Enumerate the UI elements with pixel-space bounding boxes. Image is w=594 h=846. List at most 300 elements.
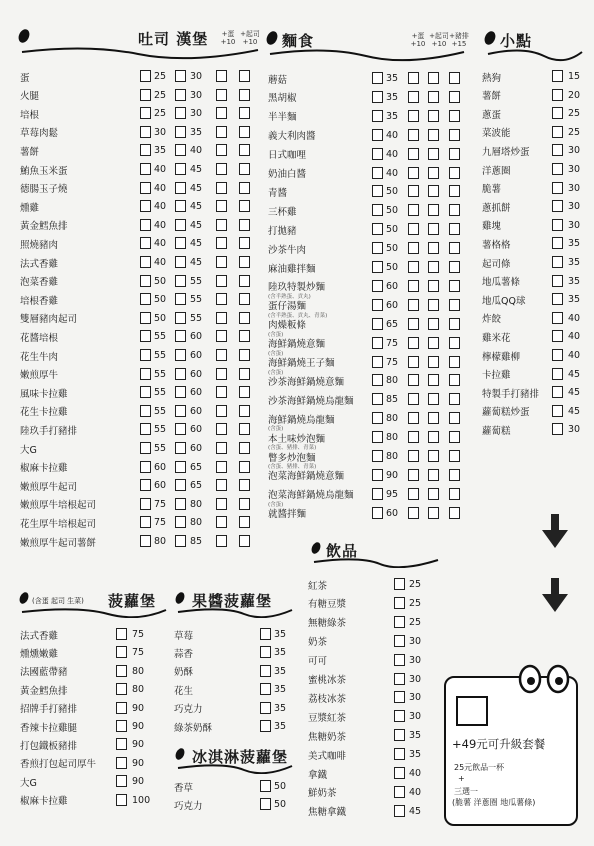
item-checkbox[interactable]: [260, 683, 271, 695]
item-checkbox[interactable]: [394, 786, 405, 798]
item-checkbox[interactable]: [175, 107, 186, 119]
item-checkbox[interactable]: [216, 461, 227, 473]
item-checkbox[interactable]: [552, 70, 563, 82]
item-checkbox[interactable]: [428, 129, 439, 141]
menu-row: [482, 87, 582, 104]
item-checkbox[interactable]: [428, 318, 439, 330]
item-checkbox[interactable]: [239, 237, 250, 249]
item-checkbox[interactable]: [408, 91, 419, 103]
item-checkbox[interactable]: [428, 469, 439, 481]
item-checkbox[interactable]: [408, 223, 419, 235]
item-checkbox[interactable]: [372, 110, 383, 122]
item-checkbox[interactable]: [408, 318, 419, 330]
item-checkbox[interactable]: [140, 275, 151, 287]
item-checkbox[interactable]: [408, 242, 419, 254]
item-checkbox[interactable]: [239, 163, 250, 175]
item-checkbox[interactable]: [140, 163, 151, 175]
menu-row: [20, 291, 262, 308]
item-checkbox[interactable]: [175, 70, 186, 82]
item-checkbox[interactable]: [140, 442, 151, 454]
item-checkbox[interactable]: [175, 368, 186, 380]
item-checkbox[interactable]: [239, 219, 250, 231]
item-checkbox[interactable]: [428, 431, 439, 443]
item-checkbox[interactable]: [239, 386, 250, 398]
item-checkbox[interactable]: [449, 72, 460, 84]
item-checkbox[interactable]: [116, 628, 127, 640]
item-price: 40: [154, 164, 167, 175]
menu-row: [482, 180, 582, 197]
item-checkbox[interactable]: [216, 163, 227, 175]
item-checkbox[interactable]: [140, 461, 151, 473]
item-price: 90: [132, 702, 145, 714]
item-checkbox[interactable]: [408, 185, 419, 197]
item-checkbox[interactable]: [408, 393, 419, 405]
item-checkbox[interactable]: [449, 91, 460, 103]
item-checkbox[interactable]: [216, 275, 227, 287]
item-price: 75: [386, 337, 399, 349]
menu-row: [482, 142, 582, 159]
item-checkbox[interactable]: [175, 479, 186, 491]
item-checkbox[interactable]: [408, 299, 419, 311]
item-checkbox[interactable]: [175, 535, 186, 547]
item-checkbox[interactable]: [552, 237, 563, 249]
item-checkbox[interactable]: [408, 129, 419, 141]
item-checkbox[interactable]: [239, 442, 250, 454]
item-checkbox[interactable]: [116, 757, 127, 769]
item-checkbox[interactable]: [140, 368, 151, 380]
promo-checkbox[interactable]: [456, 696, 488, 726]
item-note: (含半熟蛋、貢丸、青菜): [268, 312, 328, 319]
item-checkbox[interactable]: [372, 129, 383, 141]
item-checkbox[interactable]: [260, 628, 271, 640]
item-price: 35: [568, 275, 581, 287]
item-checkbox[interactable]: [552, 89, 563, 101]
item-checkbox[interactable]: [140, 126, 151, 138]
item-checkbox[interactable]: [216, 330, 227, 342]
item-checkbox[interactable]: [372, 412, 383, 424]
item-checkbox[interactable]: [552, 405, 563, 417]
item-checkbox[interactable]: [140, 330, 151, 342]
item-checkbox[interactable]: [216, 312, 227, 324]
item-checkbox[interactable]: [394, 597, 405, 609]
item-checkbox[interactable]: [239, 182, 250, 194]
item-checkbox[interactable]: [260, 798, 271, 810]
item-price: 30: [568, 164, 581, 175]
item-name: 香煎打包起司厚牛: [20, 759, 97, 771]
item-checkbox[interactable]: [394, 767, 405, 779]
item-checkbox[interactable]: [216, 219, 227, 231]
item-checkbox[interactable]: [408, 374, 419, 386]
item-checkbox[interactable]: [372, 374, 383, 386]
item-price: 80: [190, 517, 203, 529]
item-checkbox[interactable]: [449, 223, 460, 235]
item-checkbox[interactable]: [449, 204, 460, 216]
item-checkbox[interactable]: [408, 412, 419, 424]
item-checkbox[interactable]: [175, 386, 186, 398]
item-checkbox[interactable]: [394, 729, 405, 741]
item-checkbox[interactable]: [372, 507, 383, 519]
item-checkbox[interactable]: [408, 488, 419, 500]
item-checkbox[interactable]: [408, 204, 419, 216]
item-checkbox[interactable]: [239, 89, 250, 101]
item-price: 55: [154, 424, 167, 436]
item-checkbox[interactable]: [552, 293, 563, 305]
item-checkbox[interactable]: [428, 299, 439, 311]
menu-row: [482, 105, 582, 122]
item-checkbox[interactable]: [428, 72, 439, 84]
item-checkbox[interactable]: [175, 330, 186, 342]
item-checkbox[interactable]: [408, 280, 419, 292]
item-checkbox[interactable]: [239, 200, 250, 212]
item-checkbox[interactable]: [449, 412, 460, 424]
item-checkbox[interactable]: [175, 293, 186, 305]
item-checkbox[interactable]: [428, 148, 439, 160]
item-price: 25: [409, 597, 422, 609]
item-checkbox[interactable]: [140, 312, 151, 324]
item-checkbox[interactable]: [372, 185, 383, 197]
item-checkbox[interactable]: [116, 683, 127, 695]
item-checkbox[interactable]: [175, 275, 186, 287]
item-checkbox[interactable]: [372, 204, 383, 216]
item-checkbox[interactable]: [116, 720, 127, 732]
item-checkbox[interactable]: [216, 479, 227, 491]
item-checkbox[interactable]: [428, 412, 439, 424]
item-checkbox[interactable]: [372, 488, 383, 500]
item-checkbox[interactable]: [140, 479, 151, 491]
item-checkbox[interactable]: [408, 507, 419, 519]
item-checkbox[interactable]: [116, 646, 127, 658]
item-checkbox[interactable]: [408, 148, 419, 160]
item-checkbox[interactable]: [260, 646, 271, 658]
item-checkbox[interactable]: [372, 337, 383, 349]
item-checkbox[interactable]: [216, 200, 227, 212]
item-checkbox[interactable]: [394, 691, 405, 703]
item-checkbox[interactable]: [428, 488, 439, 500]
item-checkbox[interactable]: [216, 516, 227, 528]
item-checkbox[interactable]: [175, 312, 186, 324]
item-checkbox[interactable]: [175, 144, 186, 156]
item-checkbox[interactable]: [449, 507, 460, 519]
item-checkbox[interactable]: [175, 237, 186, 249]
item-checkbox[interactable]: [175, 200, 186, 212]
item-checkbox[interactable]: [140, 219, 151, 231]
item-checkbox[interactable]: [394, 635, 405, 647]
item-checkbox[interactable]: [552, 349, 563, 361]
item-checkbox[interactable]: [449, 318, 460, 330]
item-checkbox[interactable]: [175, 256, 186, 268]
item-checkbox[interactable]: [239, 70, 250, 82]
item-checkbox[interactable]: [260, 665, 271, 677]
item-checkbox[interactable]: [140, 386, 151, 398]
item-checkbox[interactable]: [216, 368, 227, 380]
item-checkbox[interactable]: [449, 356, 460, 368]
item-checkbox[interactable]: [449, 393, 460, 405]
item-price: 60: [190, 405, 203, 417]
item-price: 75: [132, 647, 145, 659]
item-price: 55: [154, 331, 167, 343]
item-checkbox[interactable]: [428, 450, 439, 462]
item-checkbox[interactable]: [394, 578, 405, 590]
item-checkbox[interactable]: [552, 163, 563, 175]
item-checkbox[interactable]: [239, 535, 250, 547]
icecream-section-header: [174, 744, 294, 774]
menu-row: [20, 773, 160, 790]
item-checkbox[interactable]: [140, 498, 151, 510]
item-checkbox[interactable]: [175, 182, 186, 194]
item-checkbox[interactable]: [394, 673, 405, 685]
item-checkbox[interactable]: [372, 167, 383, 179]
item-checkbox[interactable]: [239, 405, 250, 417]
item-checkbox[interactable]: [216, 70, 227, 82]
item-checkbox[interactable]: [449, 129, 460, 141]
item-checkbox[interactable]: [408, 167, 419, 179]
item-checkbox[interactable]: [552, 423, 563, 435]
item-checkbox[interactable]: [449, 299, 460, 311]
item-checkbox[interactable]: [408, 431, 419, 443]
item-checkbox[interactable]: [175, 89, 186, 101]
item-checkbox[interactable]: [449, 280, 460, 292]
item-checkbox[interactable]: [372, 223, 383, 235]
menu-row: [482, 384, 582, 401]
item-checkbox[interactable]: [140, 89, 151, 101]
item-checkbox[interactable]: [239, 423, 250, 435]
item-name: 風味卡拉雞: [20, 388, 68, 400]
addon-bottom: +10: [242, 38, 258, 46]
item-checkbox[interactable]: [372, 91, 383, 103]
item-checkbox[interactable]: [372, 318, 383, 330]
item-checkbox[interactable]: [140, 423, 151, 435]
item-checkbox[interactable]: [408, 356, 419, 368]
item-checkbox[interactable]: [260, 780, 271, 792]
item-checkbox[interactable]: [428, 242, 439, 254]
menu-row: [20, 142, 262, 159]
item-checkbox[interactable]: [372, 356, 383, 368]
item-price: 35: [274, 665, 287, 677]
item-checkbox[interactable]: [216, 498, 227, 510]
item-checkbox[interactable]: [239, 330, 250, 342]
item-checkbox[interactable]: [408, 72, 419, 84]
item-checkbox[interactable]: [239, 293, 250, 305]
item-checkbox[interactable]: [372, 393, 383, 405]
menu-row: [20, 626, 160, 643]
item-checkbox[interactable]: [140, 182, 151, 194]
item-checkbox[interactable]: [216, 89, 227, 101]
item-checkbox[interactable]: [428, 167, 439, 179]
item-checkbox[interactable]: [239, 349, 250, 361]
item-checkbox[interactable]: [140, 256, 151, 268]
item-checkbox[interactable]: [216, 237, 227, 249]
item-checkbox[interactable]: [372, 242, 383, 254]
item-checkbox[interactable]: [449, 167, 460, 179]
item-checkbox[interactable]: [449, 374, 460, 386]
item-checkbox[interactable]: [140, 237, 151, 249]
item-checkbox[interactable]: [175, 423, 186, 435]
item-checkbox[interactable]: [372, 261, 383, 273]
item-checkbox[interactable]: [428, 223, 439, 235]
item-checkbox[interactable]: [216, 126, 227, 138]
item-checkbox[interactable]: [372, 72, 383, 84]
item-name: 義大利肉醬: [268, 131, 316, 143]
item-checkbox[interactable]: [239, 479, 250, 491]
menu-row: [482, 254, 582, 271]
item-checkbox[interactable]: [449, 242, 460, 254]
item-checkbox[interactable]: [428, 110, 439, 122]
item-checkbox[interactable]: [175, 461, 186, 473]
item-checkbox[interactable]: [372, 431, 383, 443]
item-checkbox[interactable]: [552, 330, 563, 342]
item-checkbox[interactable]: [175, 219, 186, 231]
item-checkbox[interactable]: [216, 386, 227, 398]
item-checkbox[interactable]: [552, 144, 563, 156]
item-checkbox[interactable]: [140, 200, 151, 212]
item-checkbox[interactable]: [175, 126, 186, 138]
item-checkbox[interactable]: [552, 182, 563, 194]
item-checkbox[interactable]: [216, 442, 227, 454]
item-checkbox[interactable]: [428, 356, 439, 368]
item-checkbox[interactable]: [394, 654, 405, 666]
item-checkbox[interactable]: [216, 293, 227, 305]
item-checkbox[interactable]: [449, 148, 460, 160]
item-checkbox[interactable]: [394, 710, 405, 722]
item-checkbox[interactable]: [428, 337, 439, 349]
item-checkbox[interactable]: [116, 775, 127, 787]
item-checkbox[interactable]: [239, 126, 250, 138]
item-checkbox[interactable]: [239, 312, 250, 324]
item-checkbox[interactable]: [408, 469, 419, 481]
item-checkbox[interactable]: [140, 405, 151, 417]
item-checkbox[interactable]: [449, 337, 460, 349]
item-checkbox[interactable]: [408, 261, 419, 273]
item-checkbox[interactable]: [260, 720, 271, 732]
item-checkbox[interactable]: [216, 182, 227, 194]
item-checkbox[interactable]: [408, 337, 419, 349]
set-meal-promo-card: [444, 676, 578, 826]
item-checkbox[interactable]: [175, 405, 186, 417]
item-name: 德腸玉子燒: [20, 184, 68, 196]
item-checkbox[interactable]: [116, 738, 127, 750]
item-checkbox[interactable]: [552, 312, 563, 324]
item-checkbox[interactable]: [552, 107, 563, 119]
item-checkbox[interactable]: [239, 144, 250, 156]
item-checkbox[interactable]: [428, 261, 439, 273]
item-checkbox[interactable]: [175, 349, 186, 361]
item-checkbox[interactable]: [216, 349, 227, 361]
item-checkbox[interactable]: [428, 185, 439, 197]
item-checkbox[interactable]: [140, 144, 151, 156]
item-checkbox[interactable]: [449, 431, 460, 443]
menu-row: [308, 784, 438, 801]
item-checkbox[interactable]: [552, 275, 563, 287]
menu-row: [20, 347, 262, 364]
menu-row: [174, 718, 304, 735]
item-checkbox[interactable]: [552, 126, 563, 138]
item-checkbox[interactable]: [552, 386, 563, 398]
item-checkbox[interactable]: [394, 616, 405, 628]
item-name: 青醬: [268, 187, 288, 199]
item-checkbox[interactable]: [116, 794, 127, 806]
item-checkbox[interactable]: [428, 91, 439, 103]
item-checkbox[interactable]: [239, 256, 250, 268]
item-checkbox[interactable]: [175, 442, 186, 454]
item-checkbox[interactable]: [449, 185, 460, 197]
item-name: 拿鐵: [308, 769, 328, 781]
item-price: 80: [386, 375, 399, 387]
item-checkbox[interactable]: [372, 299, 383, 311]
item-checkbox[interactable]: [408, 110, 419, 122]
item-checkbox[interactable]: [449, 469, 460, 481]
item-checkbox[interactable]: [449, 261, 460, 273]
item-checkbox[interactable]: [428, 393, 439, 405]
item-checkbox[interactable]: [449, 488, 460, 500]
item-checkbox[interactable]: [140, 293, 151, 305]
item-checkbox[interactable]: [239, 107, 250, 119]
item-checkbox[interactable]: [175, 498, 186, 510]
item-checkbox[interactable]: [140, 516, 151, 528]
item-checkbox[interactable]: [428, 280, 439, 292]
item-checkbox[interactable]: [216, 256, 227, 268]
item-checkbox[interactable]: [552, 219, 563, 231]
item-checkbox[interactable]: [260, 702, 271, 714]
item-checkbox[interactable]: [216, 144, 227, 156]
item-price: 40: [409, 768, 422, 779]
item-checkbox[interactable]: [216, 405, 227, 417]
item-checkbox[interactable]: [428, 204, 439, 216]
item-checkbox[interactable]: [216, 535, 227, 547]
item-checkbox[interactable]: [140, 70, 151, 82]
item-checkbox[interactable]: [552, 200, 563, 212]
menu-row: [20, 792, 160, 809]
item-checkbox[interactable]: [216, 107, 227, 119]
item-checkbox[interactable]: [428, 374, 439, 386]
item-checkbox[interactable]: [372, 469, 383, 481]
item-price: 40: [154, 201, 167, 213]
item-checkbox[interactable]: [239, 516, 250, 528]
item-checkbox[interactable]: [239, 275, 250, 287]
item-price: 60: [386, 507, 399, 519]
item-checkbox[interactable]: [140, 349, 151, 361]
item-checkbox[interactable]: [239, 461, 250, 473]
item-checkbox[interactable]: [372, 450, 383, 462]
item-price: 30: [568, 145, 581, 157]
menu-row: [20, 217, 262, 234]
item-checkbox[interactable]: [239, 368, 250, 380]
item-checkbox[interactable]: [140, 107, 151, 119]
item-checkbox[interactable]: [552, 256, 563, 268]
item-checkbox[interactable]: [394, 805, 405, 817]
item-name: 奶酥: [174, 667, 194, 679]
item-checkbox[interactable]: [372, 148, 383, 160]
item-price: 80: [190, 498, 203, 510]
item-checkbox[interactable]: [552, 368, 563, 380]
item-checkbox[interactable]: [116, 665, 127, 677]
item-checkbox[interactable]: [239, 498, 250, 510]
item-checkbox[interactable]: [216, 423, 227, 435]
item-checkbox[interactable]: [175, 163, 186, 175]
item-checkbox[interactable]: [175, 516, 186, 528]
menu-row: [268, 448, 468, 470]
item-name: 燻雞: [20, 202, 40, 214]
item-checkbox[interactable]: [372, 280, 383, 292]
item-checkbox[interactable]: [140, 535, 151, 547]
item-price: 40: [386, 148, 399, 160]
item-checkbox[interactable]: [394, 748, 405, 760]
item-checkbox[interactable]: [449, 450, 460, 462]
item-name: 半半麵: [268, 112, 297, 124]
item-checkbox[interactable]: [116, 702, 127, 714]
item-checkbox[interactable]: [428, 507, 439, 519]
item-checkbox[interactable]: [408, 450, 419, 462]
item-checkbox[interactable]: [449, 110, 460, 122]
